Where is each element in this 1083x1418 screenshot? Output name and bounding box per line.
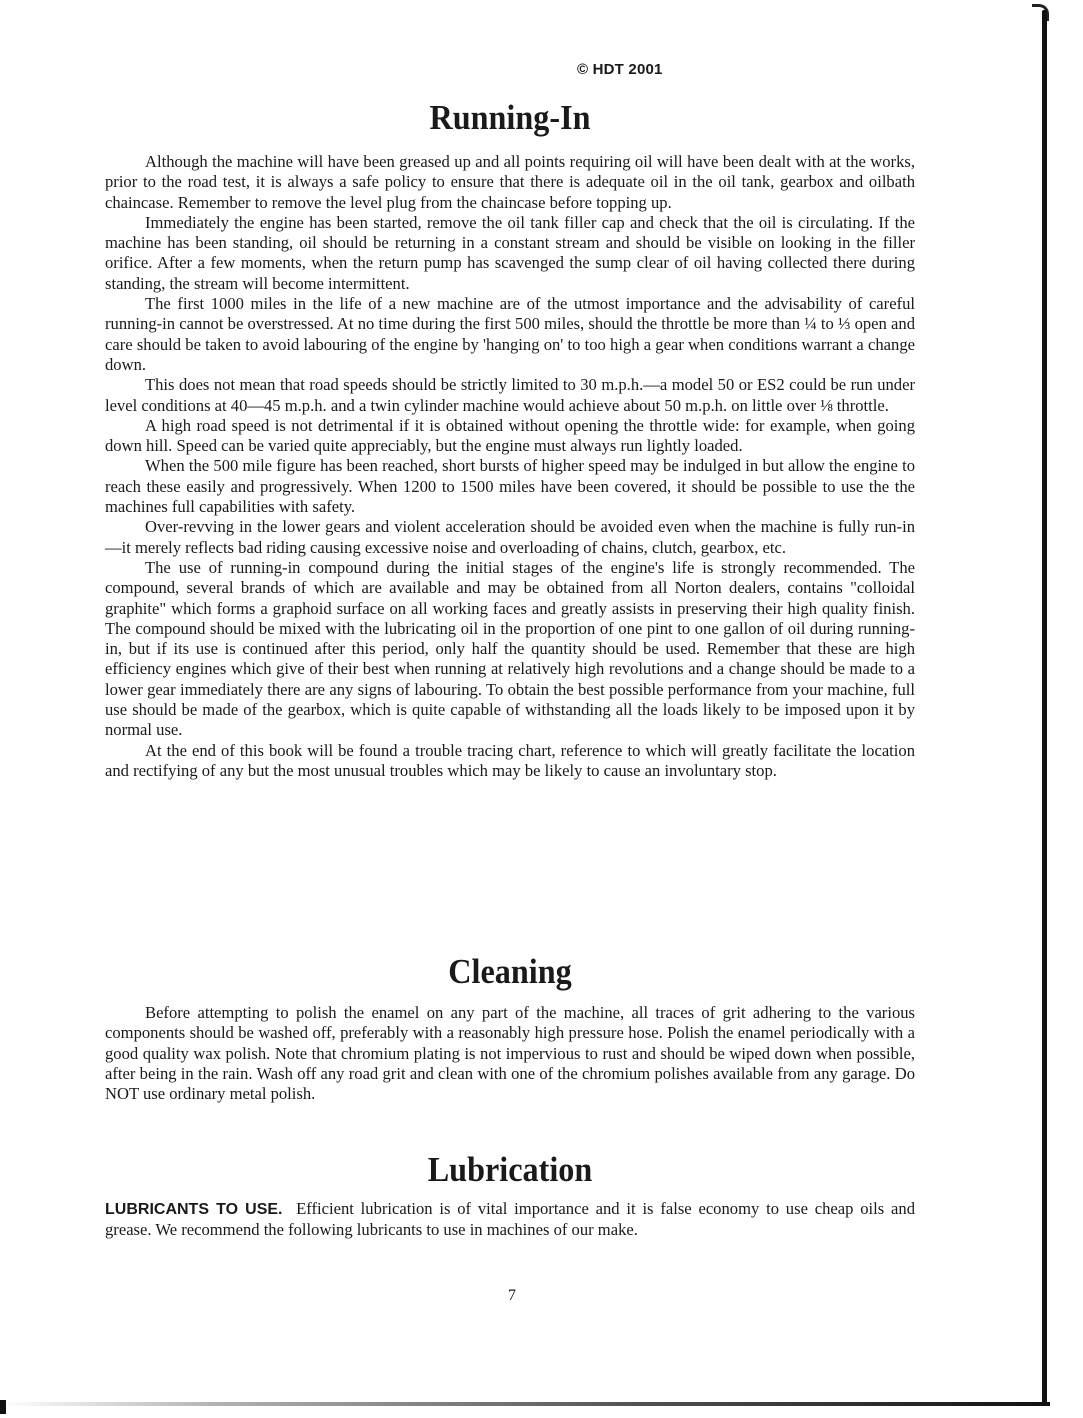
paragraph: Before attempting to polish the enamel on any part of the machine, all traces of grit adhering to the various components should be washed off, preferably with a reasonably high pressure hose. Polish the enamel periodically with a good quality wax polish. Note that chromium plating is not impervious to rust and should be wiped down when possible, after being in the rain. Wash off any road grit and clean with one of the chromium polishes available from any garage. Do NOT use ordinary metal polish.	[105, 1003, 915, 1104]
page-edge-mark	[0, 1400, 6, 1414]
page-edge-right	[1042, 10, 1047, 1405]
lubricants-heading: LUBRICANTS TO USE.	[105, 1201, 283, 1218]
lubrication-text: Efficient lubrication is of vital importance and it is false economy to use cheap oils and grease. We recommend the following lubricants to use in machines of our make.	[105, 1199, 915, 1240]
paragraph	[105, 1199, 915, 1241]
paragraph: Over-revving in the lower gears and violent acceleration should be avoided even when the machine is fully run-in—it merely reflects bad riding causing excessive noise and overloading of chains, clutch, gearbox, etc.	[105, 517, 915, 557]
lubrication-body	[105, 1199, 915, 1241]
cleaning-body	[105, 1003, 915, 1104]
page-edge-bottom	[0, 1402, 1050, 1406]
paragraph: At the end of this book will be found a trouble tracing chart, reference to which will greatly facilitate the location and rectifying of any but the most unusual troubles which may be likely to cause an involuntary stop.	[105, 740, 915, 780]
paragraph: Immediately the engine has been started, remove the oil tank filler cap and check that the oil is circulating. If the machine has been standing, oil should be returning in a constant stream and should be visible on looking in the filler orifice. After a few moments, when the return pump has scavenged the sump clear of oil having collected there during standing, the stream will become intermittent.	[105, 212, 915, 293]
section-title-running-in: Running-In	[429, 98, 591, 137]
paragraph: Although the machine will have been greased up and all points requiring oil will have been dealt with at the works, prior to the road test, it is always a safe policy to ensure that there is adequate oil in the oil tank, gearbox and oilbath chaincase. Remember to remove the level plug from the chaincase before topping up.	[105, 152, 915, 212]
paragraph: The use of running-in compound during the initial stages of the engine's life is strongly recommended. The compound, several brands of which are available and may be obtained from all Norton dealers, contains "colloidal graphite" which forms a graphoid surface on all working faces and greatly assists in preserving their high quality finish. The compound should be mixed with the lubricating oil in the proportion of one pint to one gallon of oil during running-in, but if its use is continued after this period, only half the quantity should be used. Remember that these are high efficiency engines which give of their best when running at relatively high revolutions and a change should be made to a lower gear immediately there are any signs of labouring. To obtain the best possible performance from your machine, full use should be made of the gearbox, which is quite capable of withstanding all the loads likely to be imposed upon it by normal use.	[105, 557, 915, 740]
section-title-lubrication: Lubrication	[427, 1150, 593, 1189]
page-number: 7	[508, 1287, 516, 1304]
paragraph: The first 1000 miles in the life of a new machine are of the utmost importance and the advisability of careful running-in cannot be overstressed. At no time during the first 500 miles, should the throttle be more than ¼ to ⅓ open and care should be taken to avoid labouring of the engine by 'hanging on' to too high a gear when conditions warrant a change down.	[105, 294, 915, 374]
copyright-notice: © HDT 2001	[577, 61, 663, 78]
section-title-cleaning: Cleaning	[448, 952, 572, 991]
paragraph: This does not mean that road speeds should be strictly limited to 30 m.p.h.—a model 50 or ES2 could be run under level conditions at 40—45 m.p.h. and a twin cylinder machine would achieve about 50 m.p.h. on little over ⅛ throttle.	[105, 375, 915, 415]
running-in-body	[105, 152, 915, 781]
paragraph: When the 500 mile figure has been reached, short bursts of higher speed may be indulged in but allow the engine to reach these easily and progressively. When 1200 to 1500 miles have been covered, it should be possible to use the the machines full capabilities with safety.	[105, 456, 915, 517]
paragraph: A high road speed is not detrimental if it is obtained without opening the throttle wide: for example, when going down hill. Speed can be varied quite appreciably, but the engine must always run lightly loaded.	[105, 415, 915, 456]
